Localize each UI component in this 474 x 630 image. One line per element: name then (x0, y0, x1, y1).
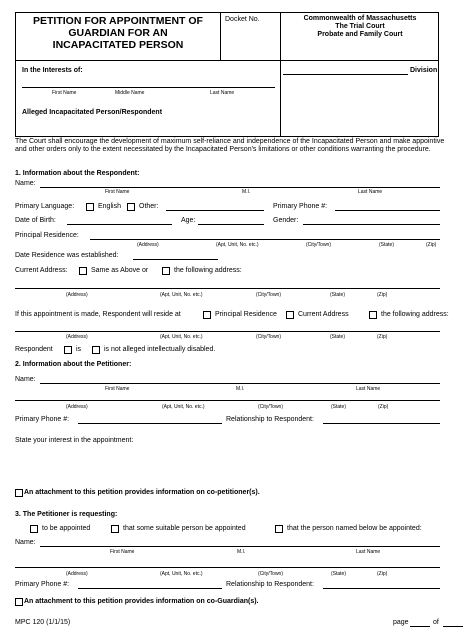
s1-primary-language-label: Primary Language: (15, 203, 75, 210)
s1-is-not-label: is not alleged intellectually disabled. (104, 346, 216, 353)
s3-to-be-appointed-label: to be appointed (42, 525, 91, 532)
s1-pr-caption-state: (State) (379, 242, 395, 248)
interests-label: In the Interests of: (22, 67, 83, 74)
s1-same-as-above-label: Same as Above or (91, 267, 149, 274)
s3-caption-first: First Name (110, 549, 135, 555)
respondent-label: Alleged Incapacitated Person/Respondent (22, 109, 163, 116)
court-line-3: Probate and Family Court (317, 31, 403, 38)
caption-first-name: First Name (52, 90, 77, 96)
footer-page-line[interactable] (410, 626, 430, 627)
s1-reside-principal-label: Principal Residence (215, 311, 277, 318)
s1-ra-caption-apt: (Apt, Unit, No. etc.) (160, 334, 203, 340)
s3-relationship-label: Relationship to Respondent: (226, 581, 314, 588)
s3-name-line[interactable] (40, 546, 440, 547)
s3-named-person-checkbox[interactable] (275, 525, 283, 533)
section3-heading: 3. The Petitioner is requesting: (15, 511, 118, 518)
s1-is-label: is (76, 346, 82, 353)
s3-attachment-checkbox[interactable] (15, 598, 23, 606)
s1-gender-label: Gender: (273, 217, 299, 224)
s3-caption-last: Last Name (356, 549, 381, 555)
s1-following-address-checkbox[interactable] (162, 267, 170, 275)
s1-current-address-line[interactable] (15, 288, 440, 289)
s1-respondent-label: Respondent (15, 346, 53, 353)
form-title-line-3: INCAPACITATED PERSON (52, 39, 184, 51)
s1-ca-caption-apt: (Apt, Unit, No. etc.) (160, 292, 203, 298)
court-line-1: Commonwealth of Massachusetts (303, 15, 417, 22)
s3-primary-phone-label: Primary Phone #: (15, 581, 70, 588)
s1-ca-caption-state: (State) (330, 292, 346, 298)
s1-same-as-above-checkbox[interactable] (79, 267, 87, 275)
s1-caption-last: Last Name (358, 189, 383, 195)
s3-caption-state: (State) (331, 571, 347, 577)
form-title (20, 15, 216, 51)
header-col-divider-2 (280, 12, 281, 137)
s2-address-line[interactable] (15, 400, 440, 401)
s2-caption-last: Last Name (356, 386, 381, 392)
s1-primary-phone-label: Primary Phone #: (273, 203, 328, 210)
s1-date-established-label: Date Residence was established: (15, 252, 119, 259)
s1-ra-caption-state: (State) (330, 334, 346, 340)
s1-gender-line[interactable] (303, 224, 440, 225)
s3-caption-apt: (Apt, Unit, No. etc.) (160, 571, 203, 577)
s1-other-language-line[interactable] (166, 210, 264, 211)
s2-primary-phone-label: Primary Phone #: (15, 416, 70, 423)
division-line[interactable] (283, 74, 408, 75)
form-title-line-2: GUARDIAN FOR AN (68, 27, 168, 39)
s1-name-label: Name: (15, 180, 36, 187)
s3-caption-address: (Address) (66, 571, 88, 577)
s1-english-checkbox[interactable] (86, 203, 94, 211)
s1-date-established-line[interactable] (133, 259, 218, 260)
form-title-line-1: PETITION FOR APPOINTMENT OF (33, 15, 203, 27)
s1-ca-caption-zip: (Zip) (377, 292, 388, 298)
s3-attachment-label: An attachment to this petition provides information on co-Guardian(s). (24, 598, 259, 605)
s1-reside-current-label: Current Address (298, 311, 349, 318)
s2-caption-city: (City/Town) (258, 404, 284, 410)
s3-name-label: Name: (15, 539, 36, 546)
s3-primary-phone-line[interactable] (78, 588, 222, 589)
s1-pr-caption-city: (City/Town) (306, 242, 332, 248)
s1-caption-mi: M.I. (242, 189, 251, 195)
s2-caption-mi: M.I. (236, 386, 245, 392)
s3-named-person-label: that the person named below be appointed: (287, 525, 422, 532)
s2-primary-phone-line[interactable] (78, 423, 222, 424)
s2-name-line[interactable] (40, 383, 440, 384)
s1-pr-caption-apt: (Apt, Unit, No. etc.) (216, 242, 259, 248)
s1-ca-caption-city: (City/Town) (256, 292, 282, 298)
respondent-name-line[interactable] (22, 87, 275, 88)
section1-heading: 1. Information about the Respondent: (15, 170, 140, 177)
header-title-divider (15, 60, 439, 61)
s1-ra-caption-zip: (Zip) (377, 334, 388, 340)
division-label: Division (410, 67, 438, 74)
s1-age-line[interactable] (198, 224, 264, 225)
s1-ra-caption-address: (Address) (66, 334, 88, 340)
s3-relationship-line[interactable] (323, 588, 440, 589)
s2-name-label: Name: (15, 376, 36, 383)
s1-reside-current-checkbox[interactable] (286, 311, 294, 319)
s2-caption-zip: (Zip) (378, 404, 389, 410)
footer-of-line[interactable] (443, 626, 463, 627)
header-col-divider-1 (220, 12, 221, 60)
intro-paragraph: The Court shall encourage the development of maximum self-reliance and independence of the Incapacitated Person and make appointive and other orders only to the extent necessitated by the Incapacitated Person's limitations or other conditions warranting the procedure. (15, 138, 445, 153)
s1-is-checkbox[interactable] (64, 346, 72, 354)
s1-other-label: Other: (139, 203, 159, 210)
s1-principal-residence-line[interactable] (90, 239, 440, 240)
s1-reside-following-label: the following address: (381, 311, 449, 318)
s2-attachment-label: An attachment to this petition provides information on co-petitioner(s). (24, 489, 260, 496)
footer-of-label: of (433, 619, 439, 626)
s2-caption-address: (Address) (66, 404, 88, 410)
s1-ra-caption-city: (City/Town) (256, 334, 282, 340)
s3-suitable-person-label: that some suitable person be appointed (123, 525, 246, 532)
s2-relationship-label: Relationship to Respondent: (226, 416, 314, 423)
s1-current-address-label: Current Address: (15, 267, 68, 274)
s2-relationship-line[interactable] (323, 423, 440, 424)
s1-name-line[interactable] (40, 187, 440, 188)
s3-caption-zip: (Zip) (377, 571, 388, 577)
section2-heading: 2. Information about the Petitioner: (15, 361, 132, 368)
s1-principal-residence-label: Principal Residence: (15, 232, 79, 239)
s1-primary-phone-line[interactable] (335, 210, 440, 211)
court-line-2: The Trial Court (335, 23, 385, 30)
s3-to-be-appointed-checkbox[interactable] (30, 525, 38, 533)
s3-caption-city: (City/Town) (258, 571, 284, 577)
s1-ca-caption-address: (Address) (66, 292, 88, 298)
s1-reside-text: If this appointment is made, Respondent will reside at (15, 311, 181, 318)
footer-page-label: page (393, 619, 409, 626)
caption-middle-name: Middle Name (115, 90, 145, 96)
s1-pr-caption-address: (Address) (137, 242, 159, 248)
s1-other-checkbox[interactable] (127, 203, 135, 211)
s2-attachment-checkbox[interactable] (15, 489, 23, 497)
s1-is-not-checkbox[interactable] (92, 346, 100, 354)
caption-last-name: Last Name (210, 90, 235, 96)
s1-english-label: English (98, 203, 121, 210)
docket-label: Docket No. (225, 16, 260, 23)
s2-interest-label: State your interest in the appointment: (15, 437, 134, 444)
s3-address-line[interactable] (15, 567, 440, 568)
s3-suitable-person-checkbox[interactable] (111, 525, 119, 533)
s1-dob-line[interactable] (67, 224, 172, 225)
s1-following-address-label: the following address: (174, 267, 242, 274)
court-name (286, 15, 434, 39)
s2-caption-state: (State) (331, 404, 347, 410)
footer-form-id: MPC 120 (1/1/15) (15, 619, 71, 626)
s2-caption-apt: (Apt, Unit, No. etc.) (162, 404, 205, 410)
s1-age-label: Age: (181, 217, 196, 224)
s1-caption-first: First Name (105, 189, 130, 195)
s1-reside-following-checkbox[interactable] (369, 311, 377, 319)
s3-caption-mi: M.I. (237, 549, 246, 555)
s1-pr-caption-zip: (Zip) (426, 242, 437, 248)
s2-caption-first: First Name (105, 386, 130, 392)
s1-reside-principal-checkbox[interactable] (203, 311, 211, 319)
s1-dob-label: Date of Birth: (15, 217, 56, 224)
s1-reside-address-line[interactable] (15, 331, 440, 332)
